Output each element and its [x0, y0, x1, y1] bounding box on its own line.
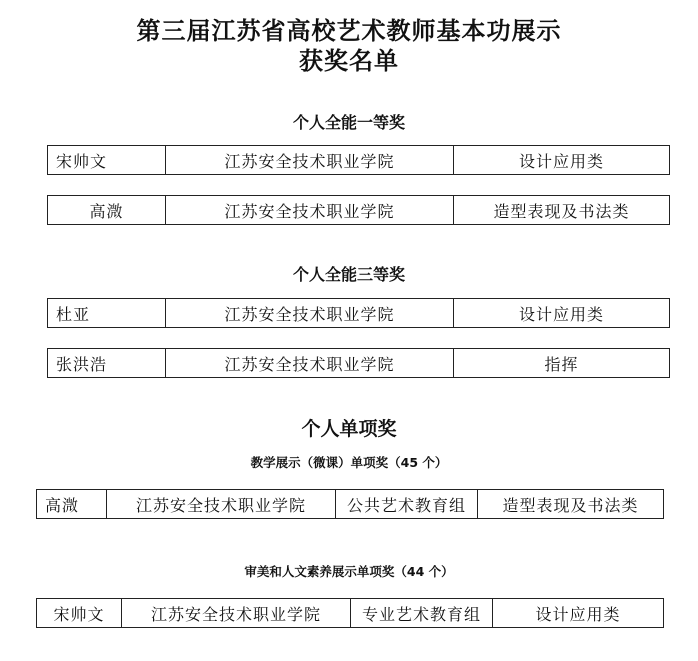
- winner-name: 宋帅文: [48, 146, 166, 175]
- winner-name: 高溦: [37, 490, 107, 519]
- award-category: 指挥: [454, 349, 670, 378]
- award-category: 设计应用类: [493, 599, 664, 628]
- winner-school: 江苏安全技术职业学院: [166, 146, 454, 175]
- award-table-third-prize-1: [47, 298, 670, 328]
- winner-school: 江苏安全技术职业学院: [166, 299, 454, 328]
- award-table-aesthetics: [36, 598, 664, 628]
- winner-name: 高溦: [48, 196, 166, 225]
- section-heading-single-award: 个人单项奖: [301, 418, 397, 440]
- award-table-first-prize-2: [47, 195, 670, 225]
- winner-name: 杜亚: [48, 299, 166, 328]
- winner-name: 宋帅文: [37, 599, 122, 628]
- table-row: [48, 349, 670, 378]
- document-title-line1: 第三届江苏省高校艺术教师基本功展示: [136, 17, 562, 45]
- award-category: 造型表现及书法类: [478, 490, 664, 519]
- award-table-first-prize-1: [47, 145, 670, 175]
- winner-school: 江苏安全技术职业学院: [166, 349, 454, 378]
- winner-name: 张洪浩: [48, 349, 166, 378]
- award-table-teaching-demo: [36, 489, 664, 519]
- award-category: 设计应用类: [454, 299, 670, 328]
- table-row: [48, 146, 670, 175]
- award-category: 设计应用类: [454, 146, 670, 175]
- section-heading-third-prize: 个人全能三等奖: [292, 265, 405, 284]
- table-row: [48, 299, 670, 328]
- table-row: [37, 490, 664, 519]
- education-group: 专业艺术教育组: [351, 599, 493, 628]
- section-heading-first-prize: 个人全能一等奖: [292, 113, 405, 132]
- award-category: 造型表现及书法类: [454, 196, 670, 225]
- subsection-heading-aesthetics: 审美和人文素养展示单项奖（44 个）: [244, 564, 454, 579]
- winner-school: 江苏安全技术职业学院: [107, 490, 336, 519]
- table-row: [48, 196, 670, 225]
- education-group: 公共艺术教育组: [336, 490, 478, 519]
- winner-school: 江苏安全技术职业学院: [166, 196, 454, 225]
- table-row: [37, 599, 664, 628]
- award-table-third-prize-2: [47, 348, 670, 378]
- subsection-heading-teaching-demo: 教学展示（微课）单项奖（45 个）: [250, 455, 448, 470]
- document-title-line2: 获奖名单: [299, 47, 399, 75]
- winner-school: 江苏安全技术职业学院: [122, 599, 351, 628]
